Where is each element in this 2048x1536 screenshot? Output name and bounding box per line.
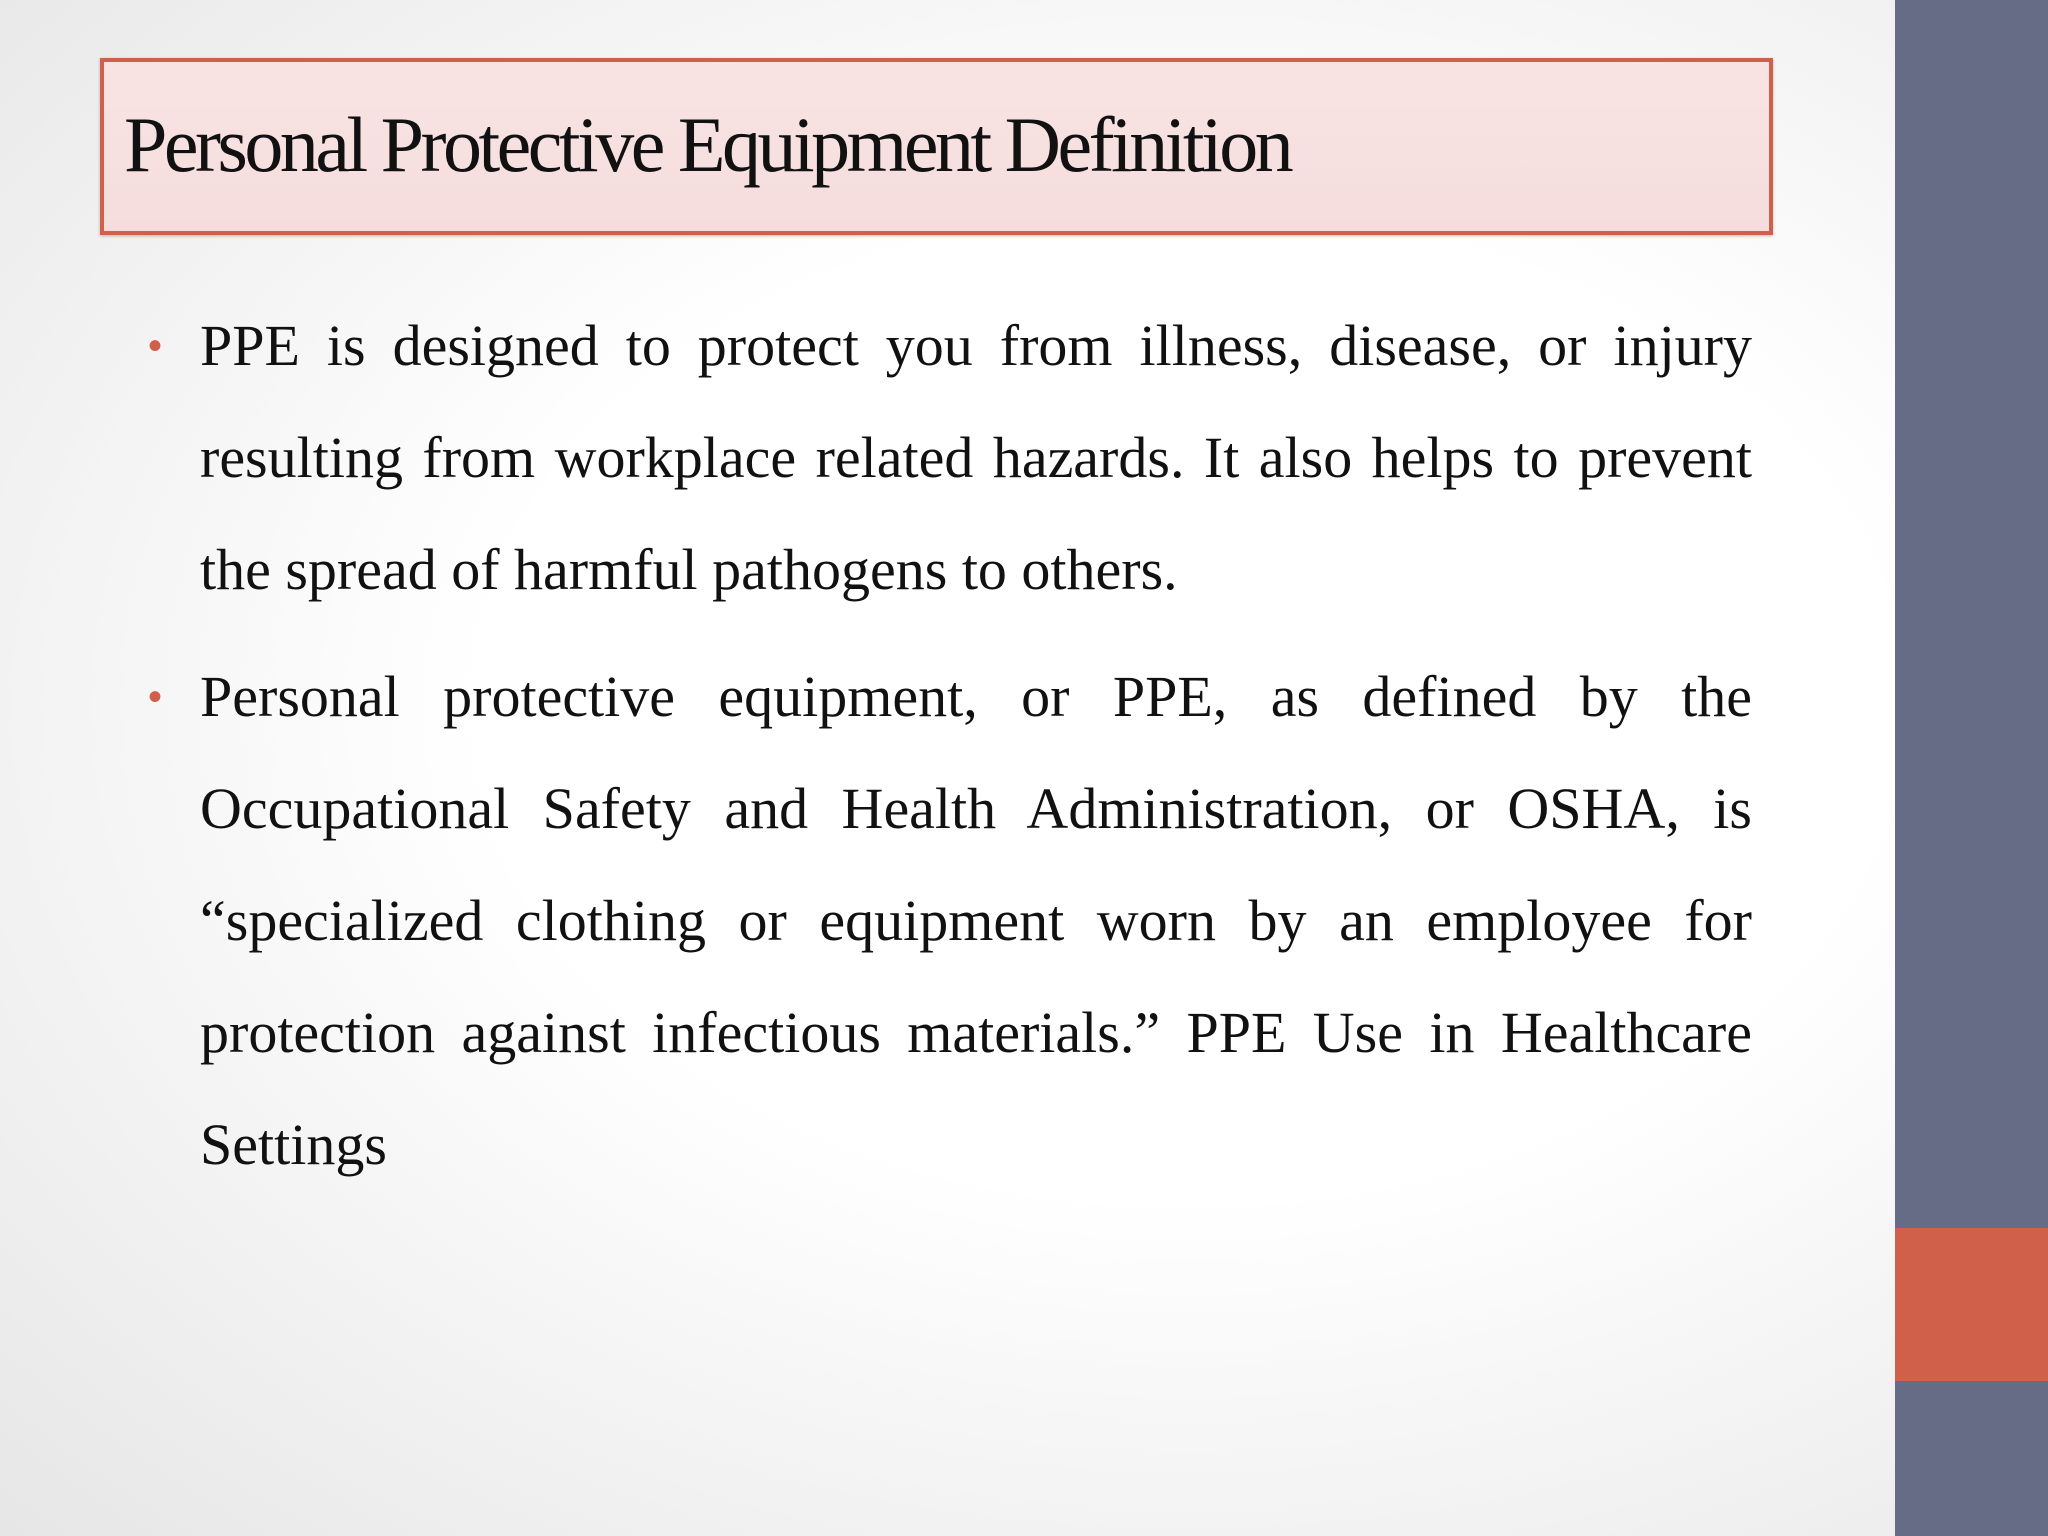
side-accent-block bbox=[1895, 1228, 2048, 1381]
bullet-marker-icon: • bbox=[148, 675, 163, 719]
bullet-item bbox=[140, 641, 1752, 1201]
bullet-marker-icon: • bbox=[148, 324, 163, 368]
slide-title: Personal Protective Equipment Definition bbox=[124, 101, 1291, 188]
bullet-text: PPE is designed to protect you from illness, disease, or injury resulting from workplace related hazards. It also helps to prevent the spread of harmful pathogens to others. bbox=[200, 313, 1752, 602]
bullet-text: Personal protective equipment, or PPE, as defined by the Occupational Safety and Health Administration, or OSHA, is “specialized clothing or equipment worn by an employee for protection against infectious materials.” PPE Use in Healthcare Settings bbox=[200, 664, 1752, 1177]
bullet-item bbox=[140, 290, 1752, 626]
bullet-list bbox=[140, 290, 1752, 1216]
title-box bbox=[100, 58, 1773, 235]
